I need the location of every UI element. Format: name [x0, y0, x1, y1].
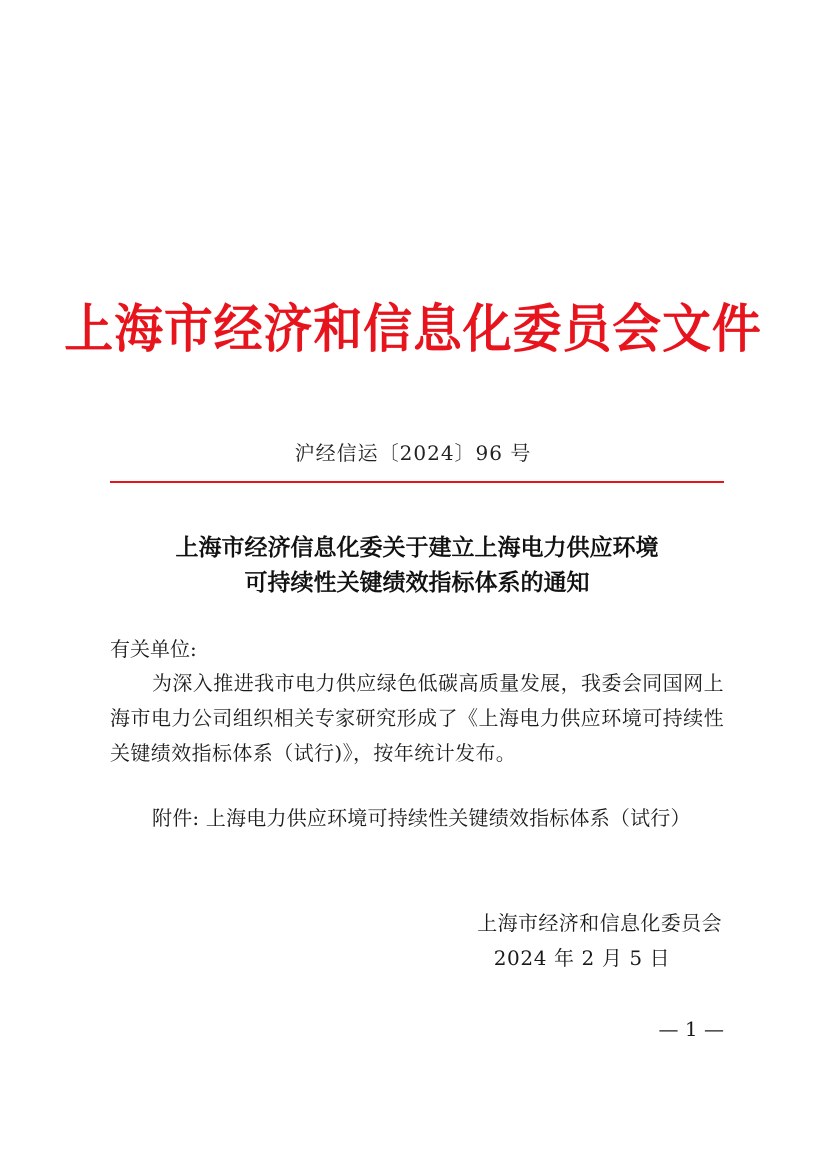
body-paragraph: 为深入推进我市电力供应绿色低碳高质量发展，我委会同国网上海市电力公司组织相关专家研究形成了《上海电力供应环境可持续性关键绩效指标体系（试行)》，按年统计发布。 — [110, 671, 724, 765]
page-number: — 1 — — [658, 1017, 724, 1041]
attachment-line: 附件: 上海电力供应环境可持续性关键绩效指标体系（试行） — [152, 806, 691, 830]
signature-date: 2024 年 2 月 5 日 — [493, 946, 671, 970]
salutation: 有关单位: — [110, 637, 197, 661]
masthead-title: 上海市经济和信息化委员会文件 — [64, 299, 762, 360]
notice-title-line-2: 可持续性关键绩效指标体系的通知 — [244, 569, 590, 596]
notice-title — [110, 530, 724, 600]
notice-title-line-1: 上海市经济信息化委关于建立上海电力供应环境 — [175, 534, 659, 561]
signature-organization: 上海市经济和信息化委员会 — [477, 911, 722, 935]
document-number: 沪经信运〔2024〕96 号 — [294, 441, 532, 465]
red-divider-line — [110, 481, 724, 483]
